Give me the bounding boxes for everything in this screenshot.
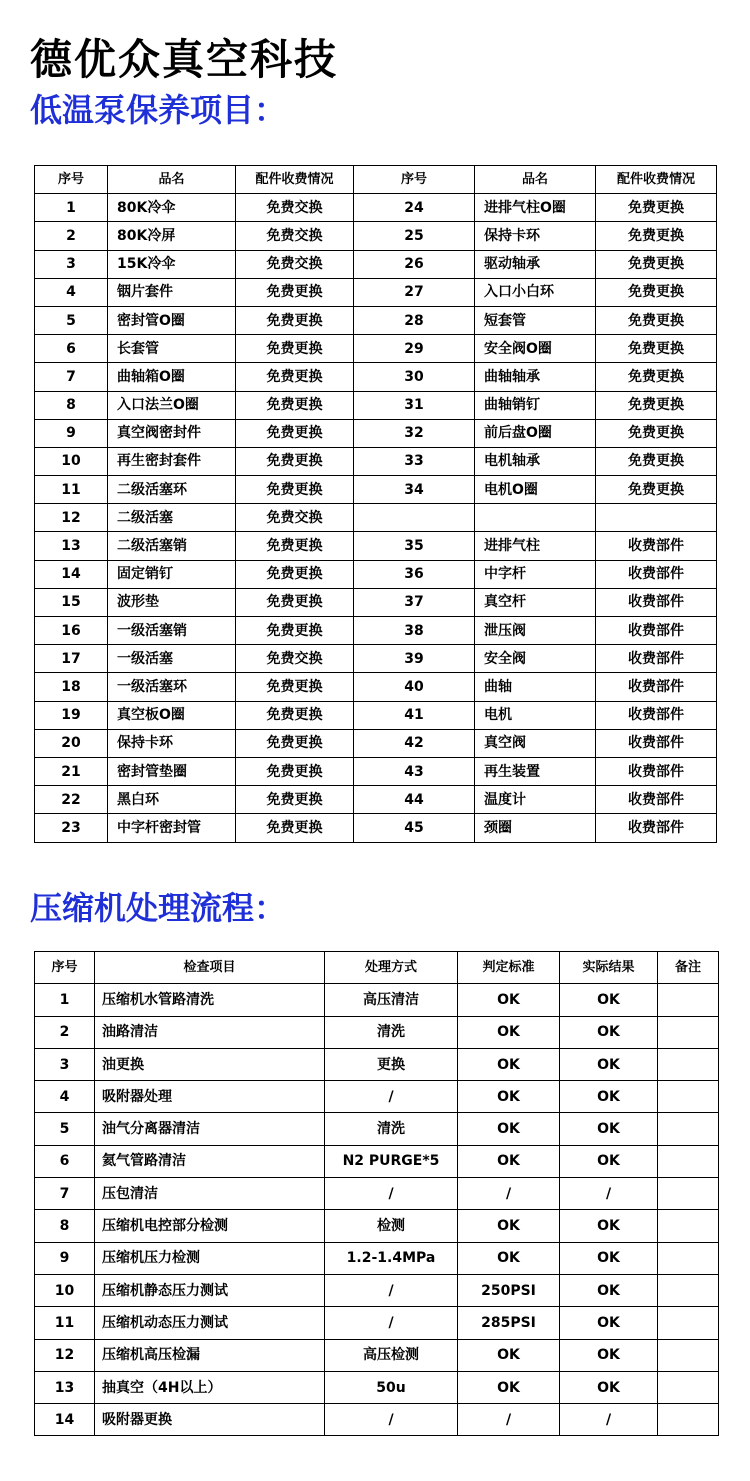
table-cell: 免费更换 [236,306,354,334]
table-cell: 12 [35,1339,95,1371]
table-cell: 进排气柱O圈 [475,194,596,222]
table-cell: 温度计 [475,786,596,814]
table-cell: 6 [35,335,108,363]
section-title-cryopump-maintenance: 低温泵保养项目： [30,91,287,129]
table-cell: / [325,1274,458,1306]
table-cell: 80K冷屏 [108,222,236,250]
table-cell: 7 [35,363,108,391]
table-cell: 真空阀密封件 [108,419,236,447]
table-cell: OK [458,984,560,1016]
table-row [35,814,717,842]
table-row [35,476,717,504]
table-cell: 真空板O圈 [108,701,236,729]
table-cell: 清洗 [325,1113,458,1145]
table-cell: 17 [35,645,108,673]
table-cell: 密封管O圈 [108,306,236,334]
table-cell [658,1178,719,1210]
table-cell: OK [458,1081,560,1113]
table-cell: 37 [354,588,475,616]
table-cell: 泄压阀 [475,617,596,645]
table-row [35,1113,719,1145]
table-cell [475,504,596,532]
table-cell: / [458,1178,560,1210]
table-cell: 固定销钉 [108,560,236,588]
table-cell: 电机 [475,701,596,729]
table-row [35,1242,719,1274]
table-row [35,1081,719,1113]
table-cell: 1.2-1.4MPa [325,1242,458,1274]
table-cell: 免费更换 [236,701,354,729]
table-cell: 24 [354,194,475,222]
table-cell: 吸附器更换 [95,1404,325,1436]
table-cell: 12 [35,504,108,532]
table-cell: 10 [35,1274,95,1306]
table-cell: 11 [35,1307,95,1339]
table-cell: 15 [35,588,108,616]
table-cell: 15K冷伞 [108,250,236,278]
header-cell: 配件收费情况 [236,166,354,194]
table-cell: 铟片套件 [108,278,236,306]
header-cell: 序号 [35,166,108,194]
table-cell: 27 [354,278,475,306]
table-cell: 免费更换 [596,476,717,504]
parts-table-header [35,166,717,194]
table-cell: 35 [354,532,475,560]
table-row [35,447,717,475]
table-cell: 45 [354,814,475,842]
table-cell: 一级活塞环 [108,673,236,701]
table-cell [658,1081,719,1113]
table-row [35,419,717,447]
table-cell: 免费更换 [596,335,717,363]
table-cell: 收费部件 [596,532,717,560]
table-cell: 9 [35,1242,95,1274]
table-cell: 更换 [325,1048,458,1080]
table-cell: OK [560,1016,658,1048]
table-cell: 压缩机电控部分检测 [95,1210,325,1242]
table-cell: 20 [35,729,108,757]
table-cell [658,1371,719,1403]
compressor-table [34,951,719,1436]
table-cell: 一级活塞 [108,645,236,673]
table-cell: / [458,1404,560,1436]
table-cell: OK [560,1242,658,1274]
table-cell: 34 [354,476,475,504]
table-cell: 23 [35,814,108,842]
table-cell: / [325,1081,458,1113]
table-row [35,617,717,645]
table-cell: 免费更换 [236,335,354,363]
table-cell: 3 [35,1048,95,1080]
table-cell: 曲轴销钉 [475,391,596,419]
table-cell: 压缩机静态压力测试 [95,1274,325,1306]
table-cell: OK [458,1371,560,1403]
table-row [35,1307,719,1339]
table-cell: 免费更换 [596,278,717,306]
table-cell: 压包清洁 [95,1178,325,1210]
table-cell: 30 [354,363,475,391]
table-cell: 免费交换 [236,222,354,250]
table-cell: 密封管垫圈 [108,757,236,785]
table-cell: 免费更换 [236,532,354,560]
table-cell: OK [560,1274,658,1306]
header-cell: 实际结果 [560,952,658,984]
table-cell: 9 [35,419,108,447]
table-row [35,306,717,334]
table-cell: 免费更换 [236,673,354,701]
table-cell: OK [560,1339,658,1371]
table-cell: 入口法兰O圈 [108,391,236,419]
table-cell: 18 [35,673,108,701]
table-cell: 再生密封套件 [108,447,236,475]
table-cell: OK [560,984,658,1016]
table-cell: / [325,1404,458,1436]
table-cell: 免费更换 [236,814,354,842]
table-row [35,504,717,532]
table-cell: OK [458,1048,560,1080]
header-cell: 检查项目 [95,952,325,984]
table-row [35,278,717,306]
table-cell: 保持卡环 [108,729,236,757]
table-cell: 29 [354,335,475,363]
company-name: 德优众真空科技 [30,35,339,84]
table-cell [658,1242,719,1274]
table-cell: 收费部件 [596,757,717,785]
table-cell: 免费更换 [236,447,354,475]
table-cell: 免费更换 [236,476,354,504]
table-cell: 安全阀 [475,645,596,673]
table-cell: 免费更换 [596,363,717,391]
table-cell: 保持卡环 [475,222,596,250]
table-cell: 4 [35,1081,95,1113]
table-cell: 油更换 [95,1048,325,1080]
table-cell: 25 [354,222,475,250]
table-row [35,1145,719,1177]
table-cell: 13 [35,1371,95,1403]
table-row [35,1274,719,1306]
table-cell: 免费更换 [596,222,717,250]
table-cell: 高压检测 [325,1339,458,1371]
table-cell: 入口小白环 [475,278,596,306]
table-cell [658,1048,719,1080]
table-cell: 波形垫 [108,588,236,616]
table-cell: 5 [35,1113,95,1145]
table-cell: 免费更换 [236,617,354,645]
table-cell: 免费交换 [236,645,354,673]
table-cell: 22 [35,786,108,814]
table-cell: 41 [354,701,475,729]
table-cell: / [325,1307,458,1339]
table-cell: 免费更换 [236,363,354,391]
table-row [35,645,717,673]
table-cell: 真空杆 [475,588,596,616]
table-cell: 收费部件 [596,673,717,701]
table-row [35,1210,719,1242]
table-cell: 曲轴轴承 [475,363,596,391]
header-cell: 配件收费情况 [596,166,717,194]
table-cell: 16 [35,617,108,645]
table-cell: 免费交换 [236,250,354,278]
table-cell: OK [458,1113,560,1145]
table-cell [596,504,717,532]
table-cell: / [560,1404,658,1436]
table-cell: 收费部件 [596,560,717,588]
table-cell: 免费更换 [236,729,354,757]
table-row [35,222,717,250]
table-cell [658,1210,719,1242]
table-cell: 收费部件 [596,814,717,842]
header-cell: 序号 [354,166,475,194]
table-row [35,786,717,814]
table-cell: 免费更换 [236,391,354,419]
table-cell: 免费更换 [236,757,354,785]
table-cell: 长套管 [108,335,236,363]
table-cell: 13 [35,532,108,560]
table-cell: OK [458,1242,560,1274]
table-cell: 免费更换 [596,419,717,447]
table-cell: 曲轴 [475,673,596,701]
header-cell: 备注 [658,952,719,984]
table-cell: 8 [35,391,108,419]
table-cell: 真空阀 [475,729,596,757]
table-cell: 收费部件 [596,588,717,616]
table-cell: 中字杆 [475,560,596,588]
table-cell: 2 [35,222,108,250]
table-cell: 36 [354,560,475,588]
table-cell: 免费更换 [236,419,354,447]
table-row [35,588,717,616]
table-cell: 驱动轴承 [475,250,596,278]
table-cell: 31 [354,391,475,419]
table-cell: OK [560,1048,658,1080]
table-cell: 曲轴箱O圈 [108,363,236,391]
table-cell: 再生装置 [475,757,596,785]
table-cell: OK [458,1210,560,1242]
table-cell: 抽真空（4H以上） [95,1371,325,1403]
section-title-compressor-process: 压缩机处理流程： [30,889,287,927]
table-row [35,701,717,729]
table-cell: 10 [35,447,108,475]
table-cell: 44 [354,786,475,814]
table-row [35,729,717,757]
table-cell: 38 [354,617,475,645]
table-cell: 43 [354,757,475,785]
table-cell: OK [560,1371,658,1403]
table-cell: 中字杆密封管 [108,814,236,842]
table-row [35,194,717,222]
table-cell: 油路清洁 [95,1016,325,1048]
table-cell [658,1404,719,1436]
table-cell: 压缩机高压检漏 [95,1339,325,1371]
table-cell: N2 PURGE*5 [325,1145,458,1177]
table-cell: 油气分离器清洁 [95,1113,325,1145]
table-cell: 5 [35,306,108,334]
table-cell: 黑白环 [108,786,236,814]
table-cell: 250PSI [458,1274,560,1306]
table-cell: 42 [354,729,475,757]
header-cell: 品名 [108,166,236,194]
table-cell: 50u [325,1371,458,1403]
table-row [35,673,717,701]
table-cell: 32 [354,419,475,447]
table-cell: 40 [354,673,475,701]
table-cell: 安全阀O圈 [475,335,596,363]
table-cell: 检测 [325,1210,458,1242]
table-cell: 7 [35,1178,95,1210]
table-row [35,1016,719,1048]
table-cell: OK [560,1113,658,1145]
table-cell: 进排气柱 [475,532,596,560]
header-cell: 判定标准 [458,952,560,984]
table-row [35,1339,719,1371]
table-cell: 39 [354,645,475,673]
table-cell: 收费部件 [596,786,717,814]
table-cell: 3 [35,250,108,278]
table-cell: 4 [35,278,108,306]
table-cell: OK [560,1081,658,1113]
table-cell [658,1113,719,1145]
table-cell: 19 [35,701,108,729]
table-cell: 免费更换 [596,391,717,419]
header-cell: 品名 [475,166,596,194]
table-row [35,250,717,278]
table-cell: 氦气管路清洁 [95,1145,325,1177]
table-row [35,335,717,363]
table-cell: 高压清洁 [325,984,458,1016]
table-cell: 收费部件 [596,617,717,645]
table-cell: / [560,1178,658,1210]
table-cell: OK [458,1339,560,1371]
table-cell [658,1145,719,1177]
table-cell: 颈圈 [475,814,596,842]
table-cell: 免费更换 [596,250,717,278]
table-cell: 收费部件 [596,645,717,673]
table-cell: 一级活塞销 [108,617,236,645]
table-cell: 14 [35,560,108,588]
table-cell: 收费部件 [596,701,717,729]
table-cell: 免费交换 [236,504,354,532]
table-cell: 吸附器处理 [95,1081,325,1113]
table-cell: 免费更换 [236,560,354,588]
table-cell: 免费更换 [236,278,354,306]
table-cell: 二级活塞环 [108,476,236,504]
table-cell: OK [560,1210,658,1242]
table-cell: 收费部件 [596,729,717,757]
table-cell: 电机轴承 [475,447,596,475]
table-cell: 1 [35,984,95,1016]
table-cell [658,1307,719,1339]
table-cell: 免费更换 [596,447,717,475]
table-cell: OK [560,1145,658,1177]
table-cell [354,504,475,532]
table-cell: 短套管 [475,306,596,334]
table-cell: 1 [35,194,108,222]
table-cell: 清洗 [325,1016,458,1048]
table-cell: OK [560,1307,658,1339]
table-row [35,560,717,588]
table-cell: 6 [35,1145,95,1177]
table-cell: OK [458,1145,560,1177]
table-cell: 免费更换 [236,588,354,616]
table-cell [658,1339,719,1371]
table-cell: 33 [354,447,475,475]
table-cell: / [325,1178,458,1210]
table-cell: 2 [35,1016,95,1048]
table-cell [658,1016,719,1048]
table-row [35,532,717,560]
table-cell: 前后盘O圈 [475,419,596,447]
table-cell: 压缩机压力检测 [95,1242,325,1274]
table-cell: 8 [35,1210,95,1242]
header-cell: 处理方式 [325,952,458,984]
header-cell: 序号 [35,952,95,984]
table-cell: 二级活塞销 [108,532,236,560]
table-cell: 26 [354,250,475,278]
table-cell: 免费更换 [596,306,717,334]
table-cell: 二级活塞 [108,504,236,532]
table-row [35,1404,719,1436]
table-cell: 压缩机动态压力测试 [95,1307,325,1339]
compressor-table-header [35,952,719,984]
table-row [35,1371,719,1403]
table-cell: 285PSI [458,1307,560,1339]
table-cell: 14 [35,1404,95,1436]
table-cell: 28 [354,306,475,334]
table-row [35,1178,719,1210]
table-cell: 21 [35,757,108,785]
table-row [35,757,717,785]
table-cell: 80K冷伞 [108,194,236,222]
table-cell: 压缩机水管路清洗 [95,984,325,1016]
table-cell: 11 [35,476,108,504]
table-cell: 免费更换 [236,786,354,814]
table-cell [658,1274,719,1306]
table-cell: 免费更换 [596,194,717,222]
table-row [35,984,719,1016]
table-cell: OK [458,1016,560,1048]
table-row [35,363,717,391]
table-cell: 免费交换 [236,194,354,222]
parts-table [34,165,717,843]
table-row [35,391,717,419]
table-cell [658,984,719,1016]
table-cell: 电机O圈 [475,476,596,504]
table-row [35,1048,719,1080]
